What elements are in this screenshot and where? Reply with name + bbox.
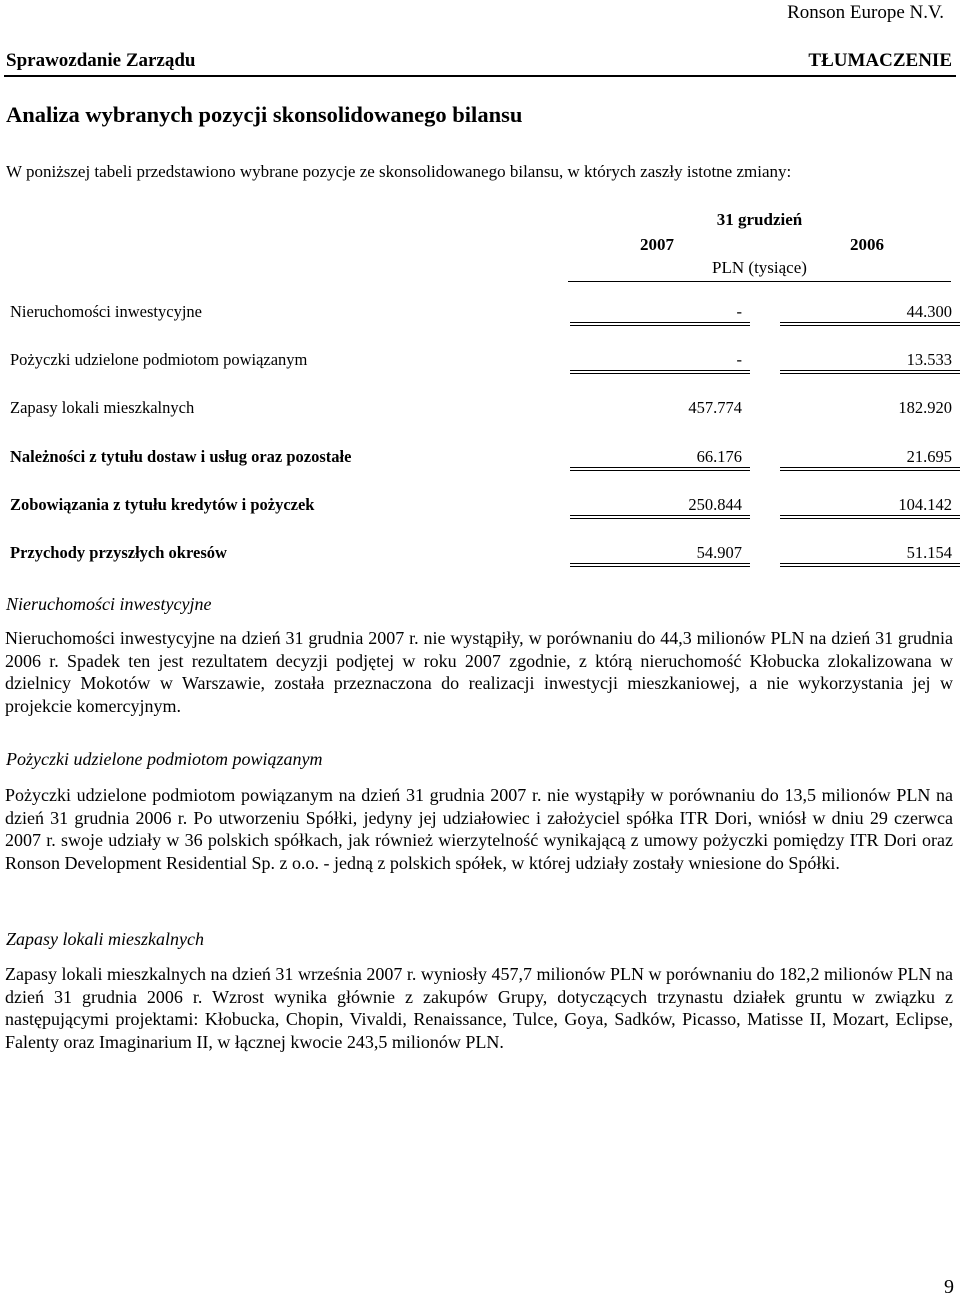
cell-underline [780, 515, 960, 519]
subsection-paragraph: Pożyczki udzielone podmiotom powiązanym na dzień 31 grudnia 2007 r. nie wystąpiły w porównaniu do 13,5 milionów PLN na dzień 31 grudnia 2006 r. Po utworzeniu Spółki, jedyny jej udziałowiec i założyciel spółka ITR Dori, wniósł w dniu 29 czerwca 2007 r. swoje udziały w 36 polskich spółkach, jak również wierzytelność wynikającą z umowy pożyczki pomiędzy ITR Dori oraz Ronson Development Residential Sp. z o.o. - jedną z polskich spółek, w której udziały zostały wniesione do Spółki. [5, 785, 953, 873]
table-cell-2006: 51.154 [906, 543, 952, 562]
cell-underline [570, 563, 750, 567]
table-header-rule [568, 281, 951, 282]
table-cell-2006: 104.142 [898, 495, 952, 514]
translation-label: TŁUMACZENIE [808, 50, 952, 71]
subsection-paragraph: Zapasy lokali mieszkalnych na dzień 31 września 2007 r. wyniosły 457,7 milionów PLN w porównaniu do 182,2 milionów PLN na dzień 31 grudnia 2006 r. Wzrost wynika głównie z zakupów Grupy, dotyczących trzynastu działek gruntu w związku z następującymi projektami: Kłobucka, Chopin, Vivaldi, Renaissance, Tulce, Goya, Sadków, Picasso, Matisse II, Mozart, Eclipse, Falenty oraz Imaginarium II, w łącznej kwocie 243,5 milionów PLN. [5, 964, 953, 1052]
page-number: 9 [944, 1276, 954, 1298]
table-cell-2006: 182.920 [898, 398, 952, 417]
report-title: Sprawozdanie Zarządu [6, 50, 196, 71]
section-title: Analiza wybranych pozycji skonsolidowanego bilansu [6, 102, 523, 127]
table-cell-2007: - [736, 350, 742, 369]
header-divider [4, 75, 956, 77]
table-row-label: Nieruchomości inwestycyjne [10, 302, 202, 321]
table-period-header: 31 grudzień [716, 210, 803, 229]
table-cell-2007: - [736, 302, 742, 321]
table-row-label: Należności z tytułu dostaw i usług oraz pozostałe [10, 447, 352, 466]
table-cell-2006: 13.533 [906, 350, 952, 369]
cell-underline [570, 467, 750, 471]
table-cell-2007: 457.774 [688, 398, 742, 417]
table-row-label: Przychody przyszłych okresów [10, 543, 227, 562]
subsection-heading: Pożyczki udzielone podmiotom powiązanym [6, 749, 323, 769]
table-cell-2007: 250.844 [688, 495, 742, 514]
table-cell-2007: 54.907 [696, 543, 742, 562]
intro-text: W poniższej tabeli przedstawiono wybrane pozycje ze skonsolidowanego bilansu, w których zaszły istotne zmiany: [6, 162, 792, 181]
table-row-label: Zobowiązania z tytułu kredytów i pożyczek [10, 495, 315, 514]
subsection-heading: Zapasy lokali mieszkalnych [6, 929, 204, 949]
cell-underline [780, 563, 960, 567]
table-year-2007: 2007 [640, 235, 674, 254]
table-cell-2006: 21.695 [906, 447, 952, 466]
cell-underline [570, 515, 750, 519]
table-cell-2007: 66.176 [696, 447, 742, 466]
table-year-2006: 2006 [850, 235, 884, 254]
cell-underline [780, 322, 960, 326]
subsection-paragraph: Nieruchomości inwestycyjne na dzień 31 grudnia 2007 r. nie wystąpiły, w porównaniu do 44,3 milionów PLN na dzień 31 grudnia 2006 r. Spadek ten jest rezultatem decyzji podjętej w roku 2007 zgodnie, z którą nieruchomość Kłobucka zlokalizowana w dzielnicy Mokotów w Warszawie, została przeznaczona do realizacji inwestycji mieszkaniowej, a nie wykorzystania jej w projekcie komercyjnym. [5, 628, 953, 716]
cell-underline [570, 322, 750, 326]
cell-underline [780, 467, 960, 471]
table-unit: PLN (tysiące) [712, 258, 807, 277]
cell-underline [570, 370, 750, 374]
cell-underline [780, 370, 960, 374]
table-row-label: Pożyczki udzielone podmiotom powiązanym [10, 350, 308, 369]
table-cell-2006: 44.300 [906, 302, 952, 321]
table-row-label: Zapasy lokali mieszkalnych [10, 398, 195, 417]
subsection-heading: Nieruchomości inwestycyjne [6, 594, 212, 614]
company-name: Ronson Europe N.V. [787, 2, 944, 23]
